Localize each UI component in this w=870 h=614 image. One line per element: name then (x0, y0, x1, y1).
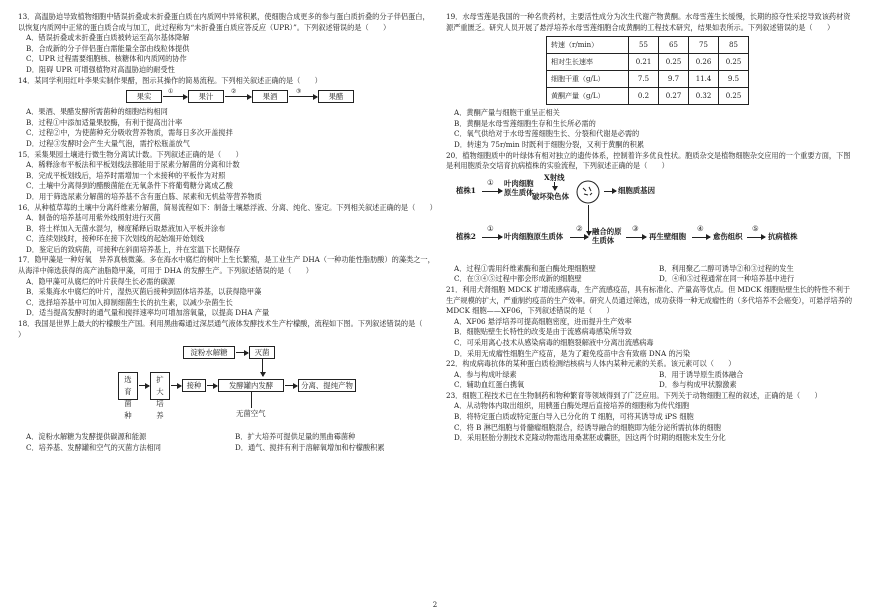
option-c: C．可采用离心技术从感染病毒的细胞裂解液中分离出流感病毒 (454, 337, 654, 347)
option-b: B．将土样加入无菌水混匀，梯度稀释后取悬液加入平板并涂布 (26, 223, 226, 233)
option-b: B．用于诱导原生质体融合 (659, 369, 744, 379)
option-c: C．氧气供给对于水母雪莲细胞生长、分裂和代谢是必需的 (454, 129, 640, 139)
question-23 (446, 391, 856, 444)
table-cell: 75 (689, 37, 719, 54)
table-row (547, 54, 749, 71)
step-3-marker: ③ (632, 223, 639, 233)
regenerated-wall-cell-label: 再生壁细胞 (649, 231, 686, 241)
flow-box-seed-selection: 选育菌种 (118, 372, 138, 400)
step-4-marker: ④ (697, 223, 704, 233)
option-b: B．黄酮是水母雪莲细胞生存和生长所必需的 (454, 118, 596, 128)
page-number: 2 (432, 601, 438, 609)
resistant-plant-label: 抗病植株 (768, 231, 798, 241)
arrow-step-1-top (482, 191, 502, 192)
mesophyll-protoplast-1: 叶肉细胞原生质体 (504, 178, 534, 197)
option-d: D．参与构成甲状腺激素 (659, 380, 737, 390)
table-row-label: 相对生长速率 (547, 54, 629, 71)
question-15 (18, 150, 436, 203)
option-d: D．适当提高发酵时的通气量和搅拌速率均可增加溶氧量，以提高 DHA 产量 (26, 308, 270, 318)
option-a: A．错误折叠或未折叠蛋白质被转运至高尔基体降解 (26, 33, 190, 43)
arrow-step-4 (692, 237, 710, 238)
table-cell: 9.7 (659, 71, 689, 88)
table-row-label: 转速（r/min） (547, 37, 629, 54)
cytoplasmic-hybrid-diagram (446, 174, 856, 262)
table-row-label: 黄酮产量（g/L） (547, 88, 629, 105)
table-row (547, 37, 749, 54)
flow-arrow-expand (171, 385, 181, 386)
flow-box-fermenter: 发酵罐内发酵 (218, 379, 284, 392)
option-a: A．淀粉水解糖为发酵提供碳源和能源 (26, 432, 147, 442)
step-5-marker: ⑤ (752, 223, 759, 233)
option-b: B．合成新的分子伴侣蛋白需能量全部由线粒体提供 (26, 43, 190, 53)
table-cell: 0.25 (719, 54, 749, 71)
option-c: C．土壤中分离得到的醋酸菌能在无氧条件下将葡萄糖分离成乙酸 (26, 181, 233, 191)
question-stem: 22．构成病毒抗体的某种蛋白质检测结核病与人体内某种元素的关系。该元素可以（ ） (446, 359, 736, 369)
callus-label: 愈伤组织 (713, 231, 743, 241)
step-2-marker: ② (231, 88, 237, 96)
flow-box-inoculate: 接种 (182, 379, 206, 392)
arrow-step-2 (570, 237, 588, 238)
arrow-down-to-fusion (588, 205, 589, 235)
option-a: A．制备的培养基可用紫外线照射进行灭菌 (26, 213, 161, 223)
flow-box-wine: 果酒 (252, 90, 288, 103)
question-stem: 13．高温胁迫导致植物细胞中错误折叠或未折叠蛋白质在内质网中异常积累，使细胞合成更多的参与蛋白质折叠的分子伴侣蛋白，以恢复内质网中正常的蛋白质合成与加工，此过程称为“未折叠蛋白质应答反应（UPR）”。下列叙述错误的是（ ） (18, 12, 430, 32)
flow-box-hydrolyzed-sugar: 淀粉水解糖 (183, 346, 235, 359)
step-3-marker: ③ (296, 88, 302, 96)
flow-air-line (251, 392, 252, 408)
arrow-step-5 (747, 237, 765, 238)
option-b: B．完成平板划线后，培养时需增加一个未接种的平板作为对照 (26, 170, 226, 180)
question-13 (18, 12, 436, 76)
flow-box-fruit: 果实 (126, 90, 162, 103)
table-cell: 7.5 (629, 71, 659, 88)
table-row-label: 细胞干重（g/L） (547, 71, 629, 88)
step-1-marker: ① (168, 88, 174, 96)
option-d: D．用于筛选尿素分解菌的培养基不含有蛋白胨、尿素和无机盐等营养物质 (26, 191, 262, 201)
arrow-step-1-bottom (482, 237, 502, 238)
option-d: D．采用胚胎分割技术克隆动物需选用桑葚胚或囊胚，因这两个时期的细胞未发生分化 (454, 433, 726, 443)
flow-arrow-2 (225, 96, 251, 97)
option-a: A．稀释涂布平板法和平板划线法都能用于尿素分解菌的分离和计数 (26, 160, 240, 170)
question-19 (446, 12, 856, 151)
question-stem: 18．我国是世界上最大的柠檬酸生产国。利用黑曲霉通过深层通气液体发酵技术生产柠檬酸，流程如下图。下列叙述错误的是（ ） (18, 319, 437, 339)
option-b: B．扩大培养可提供足量的黑曲霉菌种 (235, 432, 356, 442)
left-column (18, 12, 436, 453)
question-20 (446, 151, 856, 285)
step-1-bottom-marker: ① (487, 223, 494, 233)
option-a: A．从动物体内取出组织，用胰蛋白酶处理后直接培养的细胞称为传代细胞 (454, 401, 690, 411)
fused-protoplast-label: 融合的原生质体 (592, 226, 622, 245)
option-d: D．转速为 75r/min 时既利于细胞分裂，又利于黄酮的积累 (454, 139, 645, 149)
mesophyll-protoplast-2: 叶肉细胞原生质体 (504, 231, 564, 241)
table-cell: 0.2 (629, 88, 659, 105)
xray-label: X射线 (544, 172, 565, 182)
question-17 (18, 255, 436, 319)
table-cell: 55 (629, 37, 659, 54)
plant-1-label: 植株1 (456, 185, 476, 195)
question-stem: 17．隐甲藻是一种好氧 异养真核微藻。多在海水中腐烂的树叶上生长繁殖，是工业生产 DHA（一种功能性脂肪酸）的藻类之一，从海洋中筛选获得的高产油脂隐甲藻，可用于 DHA 的发酵生产。下列叙述错误的是（ ） (18, 255, 435, 276)
option-a: A．果酒、果醋发酵所需菌种的细胞结构相同 (26, 107, 168, 117)
xray-arrow (554, 182, 555, 190)
flow-arrow-seed (139, 385, 149, 386)
protoplast-cell-icon (574, 179, 602, 205)
table-cell: 0.32 (689, 88, 719, 105)
flow-arrow-inoculate (207, 385, 217, 386)
cytoplasmic-gene-label: 细胞质基因 (618, 185, 655, 195)
flow-arrow-1 (163, 96, 187, 97)
option-b: B．过程①中添加适量果胶酶，有利于提高出汁率 (26, 117, 183, 127)
option-c: C．选择培养基中可加入抑制细菌生长的抗生素，以减少杂菌生长 (26, 297, 233, 307)
option-a: A．XF06 悬浮培养可提高细胞密度，进而提升生产效率 (454, 316, 632, 326)
option-b: B．细胞贴壁生长特性的改变是由于流感病毒感染所导致 (454, 327, 632, 337)
flow-arrow-sterilize-down (262, 358, 263, 376)
table-cell: 0.26 (689, 54, 719, 71)
option-a: A．黄酮产量与细胞干重呈正相关 (454, 108, 560, 118)
table-cell: 11.4 (689, 71, 719, 88)
plant-2-label: 植株2 (456, 231, 476, 241)
citric-acid-flowchart (18, 342, 436, 430)
option-c: C．将 B 淋巴细胞与骨髓瘤细胞混合，经诱导融合的细胞即为能分泌所需抗体的细胞 (454, 422, 721, 432)
table-cell: 0.21 (629, 54, 659, 71)
option-c: C．连续划线时，接种环在接下次划线的起始端开始划线 (26, 234, 205, 244)
option-d: D．鉴定后的致病菌，可接种在斜面培养基上，并在室温下长期保存 (26, 244, 241, 254)
option-d: D．采用无成瘤性细胞生产疫苗，是为了避免疫苗中含有致癌 DNA 的污染 (454, 348, 691, 358)
table-cell: 0.25 (659, 54, 689, 71)
right-column (446, 12, 856, 444)
option-d: D．过程③发酵时会产生大量气泡，需拧松瓶盖放气 (26, 138, 190, 148)
table-cell: 9.5 (719, 71, 749, 88)
question-stem: 20．植物细胞质中的叶绿体有相对独立的遗传体系，控制着许多优良性状。胞质杂交是植物细胞杂交应用的一个重要方面，下图是利用胞质杂交培育抗病植株的实验流程，下列叙述正确的是（ ） (446, 150, 851, 171)
arrow-step-3 (626, 237, 646, 238)
table-row (547, 88, 749, 105)
option-b: B．将特定蛋白质或特定蛋白导入已分化的 T 细胞，可将其诱导成 iPS 细胞 (454, 412, 694, 422)
fruit-vinegar-flowchart (18, 88, 436, 105)
flow-box-separate-purify: 分离、提纯产物 (298, 379, 356, 392)
option-c: C．培养基、发酵罐和空气的灭菌方法相同 (26, 442, 161, 452)
option-c: C．UPR 过程需要细胞核、核糖体和内质网的协作 (26, 54, 187, 64)
question-22 (446, 359, 856, 391)
question-21 (446, 285, 856, 359)
option-c: C．在③④⑤过程中都会形成新的细胞壁 (454, 274, 582, 284)
question-stem: 23．细胞工程技术已在生物制药和物种繁育等领域得到了广泛应用。下列关于动物细胞工程的叙述，正确的是（ ） (446, 390, 822, 400)
step-2-marker: ② (576, 223, 583, 233)
flow-arrow-3 (289, 96, 317, 97)
flow-box-sterilize: 灭菌 (249, 346, 275, 359)
option-b: B．采集海水中腐烂的叶片，湿热灭菌后接种到固体培养基，以获得隐甲藻 (26, 287, 262, 297)
flow-arrow-ferment (285, 385, 297, 386)
flow-arrow-to-sterilize (236, 352, 248, 353)
option-d: D．通气、搅拌有利于溶解氧增加和柠檬酸积累 (235, 442, 385, 452)
question-16 (18, 203, 436, 256)
flow-box-expand-culture: 扩大培养 (150, 372, 170, 400)
question-stem: 19．水母雪莲是我国的一种名贵药材，主要活性成分为次生代谢产物黄酮。水母雪莲生长缓慢，长期的掠夺性采挖导致该药材资源严重匮乏。研究人员开展了悬浮培养水母雪莲细胞合成黄酮的工程技术研究，结果如表所示。下列叙述错误的是（ ） (446, 12, 851, 32)
question-stem: 14．某同学利用红叶李果实制作果醋，图示其操作的简易流程。下列相关叙述正确的是（ ） (18, 75, 322, 85)
flow-box-juice: 果汁 (188, 90, 224, 103)
option-d: D．阻碍 UPR 可增强植物对高温胁迫的耐受性 (26, 64, 175, 74)
question-stem: 16．从种植草莓的土壤中分离纤维素分解菌，简易流程如下：制备土壤悬浮液、分离、纯化、鉴定。下列相关叙述正确的是（ ） (18, 202, 437, 212)
table-cell: 65 (659, 37, 689, 54)
option-a: A．参与构成叶绿素 (454, 369, 517, 379)
option-a: A．过程①需用纤维素酶和蛋白酶处理细胞壁 (454, 263, 596, 273)
option-c: C．过程②中，为使菌种充分吸收营养物质，需每日多次开盖搅拌 (26, 128, 233, 138)
culture-data-table (546, 36, 749, 105)
option-c: C．辅助血红蛋白携氧 (454, 380, 525, 390)
arrow-to-cytoplasm (604, 191, 616, 192)
table-cell: 0.25 (719, 88, 749, 105)
option-d: D．④和⑤过程通常在同一种培养基中进行 (659, 274, 795, 284)
question-stem: 15．采集果园土壤进行微生物分离试计数。下列叙述正确的是（ ） (18, 149, 243, 159)
step-1-top-marker: ① (487, 177, 494, 187)
destroy-chromosome-label: 破坏染色体 (532, 191, 569, 201)
flow-box-vinegar: 果醋 (318, 90, 354, 103)
option-a: A．隐甲藻可从腐烂的叶片获得生长必需的碳源 (26, 276, 175, 286)
table-cell: 0.27 (659, 88, 689, 105)
table-row (547, 71, 749, 88)
table-cell: 85 (719, 37, 749, 54)
question-18 (18, 319, 436, 453)
question-stem: 21．利用犬肾细胞 MDCK 扩增流感病毒，生产流感疫苗，具有标准化、产量高等优点。但 MDCK 细胞贴壁生长的特性不利于生产规模的扩大，严重制约疫苗的生产效率。研究人员通过筛选，成功获得一种无成瘤性的（多代培养不会癌变），可悬浮培养的 MDCK 细胞——XF06，下列叙述错误的是（ ） (446, 284, 853, 316)
sterile-air-label: 无菌空气 (236, 409, 266, 419)
option-b: B．利用聚乙二醇可诱导②和③过程的发生 (659, 263, 794, 273)
question-14 (18, 76, 436, 150)
